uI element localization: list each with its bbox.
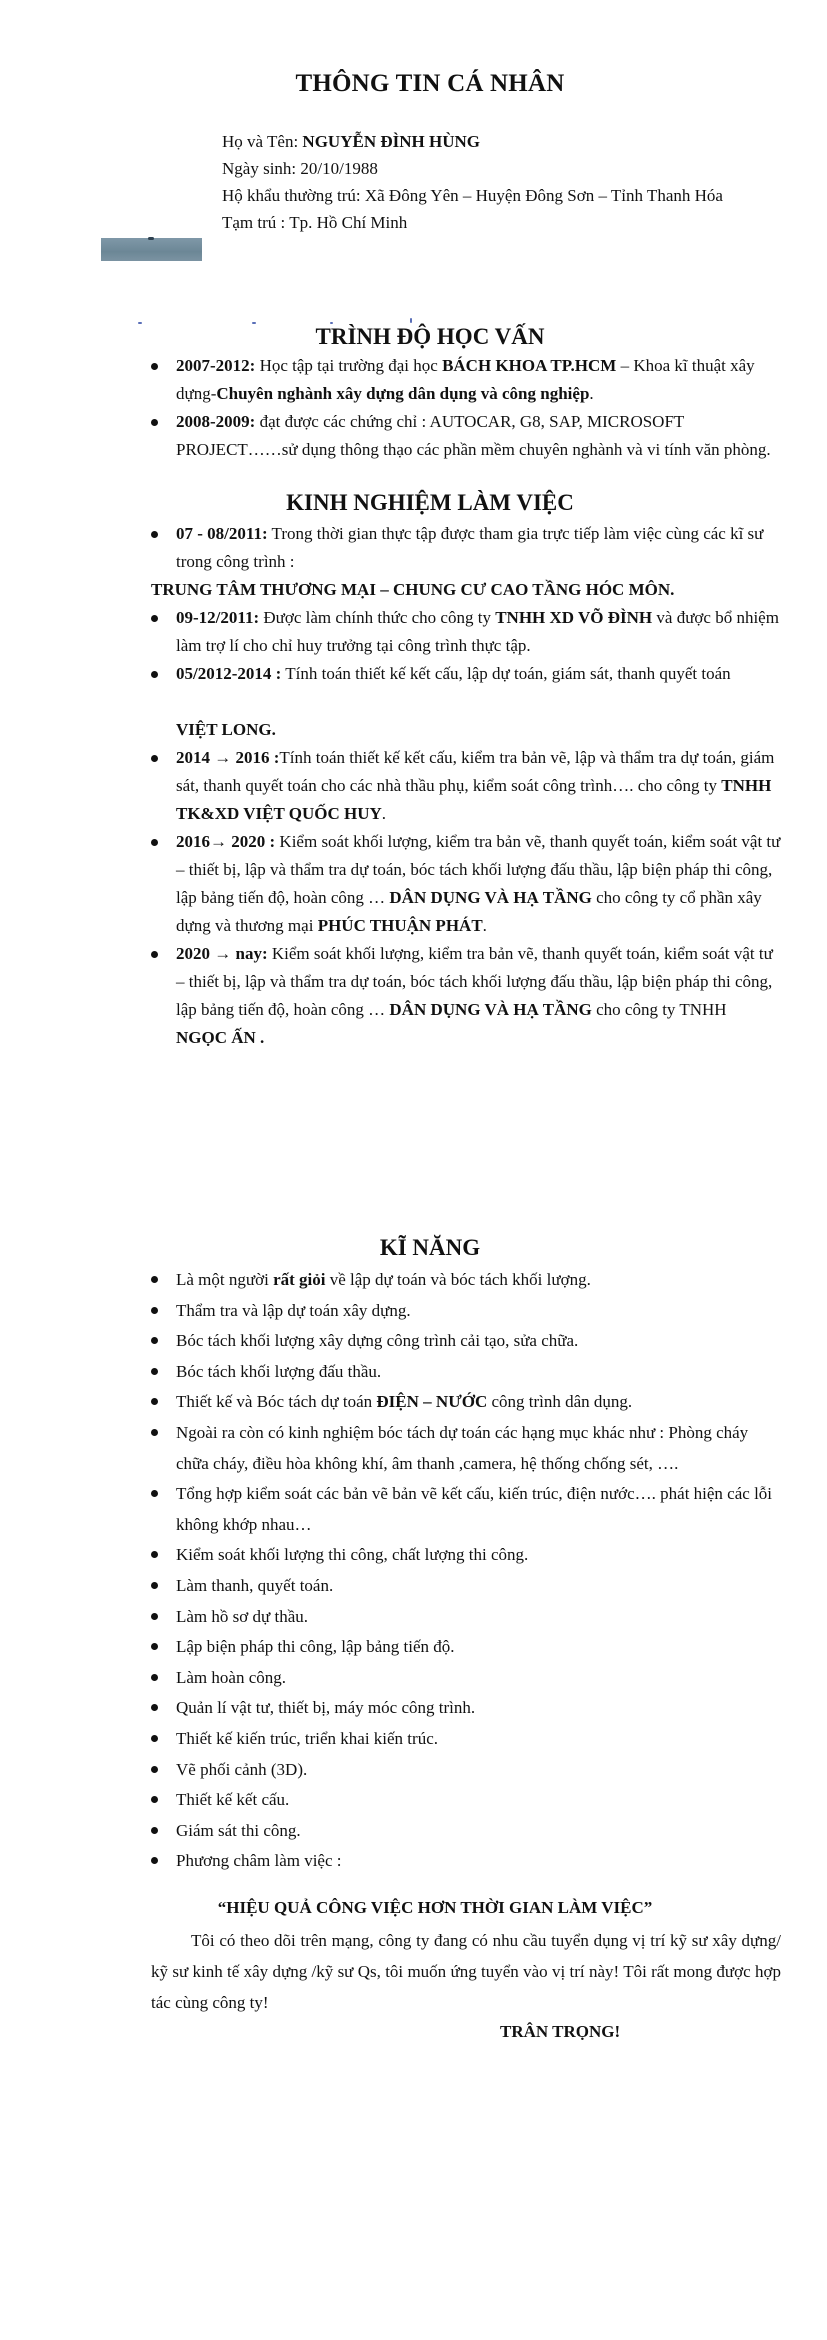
birth-line: Ngày sinh: 20/10/1988 [222, 159, 378, 178]
list-item: 05/2012-2014 : Tính toán thiết kế kết cấu, lập dự toán, giám sát, thanh quyết toán [151, 660, 791, 688]
project-name: TRUNG TÂM THƯƠNG MẠI – CHUNG CƯ CAO TẦNG HÓC MÔN. [151, 580, 675, 599]
closing-paragraph: Tôi có theo dõi trên mạng, công ty đang có nhu cầu tuyển dụng vị trí kỹ sư xây dựng/ kỹ sư kinh tế xây dựng /kỹ sư Qs, tôi muốn ứng tuyển vào vị trí này! Tôi rất mong được hợp tác cùng công ty! [151, 1931, 781, 2012]
experience-list-4 [151, 744, 781, 1052]
list-item: 09-12/2011: Được làm chính thức cho công ty TNHH XD VÕ ĐÌNH và được bổ nhiệm làm trợ lí cho chỉ huy trưởng tại công trình thực tập. [151, 604, 781, 660]
list-item: 2014 → 2016 :Tính toán thiết kế kết cấu, kiểm tra bản vẽ, lập và thẩm tra dự toán, giám sát, thanh quyết toán cho các nhà thầu phụ, kiểm soát công trình…. cho công ty TNHH TK&XD VIỆT QUỐC HUY. [151, 744, 781, 828]
list-item: Bóc tách khối lượng xây dựng công trình cải tạo, sửa chữa. [151, 1326, 781, 1357]
list-item: Lập biện pháp thi công, lập bảng tiến độ. [151, 1632, 781, 1663]
company-viet-long: VIỆT LONG. [176, 720, 276, 739]
list-item: Giám sát thi công. [151, 1816, 781, 1847]
personal-info [222, 128, 723, 236]
motto: “HIỆU QUẢ CÔNG VIỆC HƠN THỜI GIAN LÀM VIỆC” [217, 1898, 653, 1917]
list-item: Vẽ phối cảnh (3D). [151, 1755, 781, 1786]
experience-heading: KINH NGHIỆM LÀM VIỆC [286, 490, 574, 515]
list-item: Phương châm làm việc : [151, 1846, 781, 1877]
list-item: 07 - 08/2011: Trong thời gian thực tập được tham gia trực tiếp làm việc cùng các kĩ sư trong công trình : [151, 520, 781, 576]
list-item: Ngoài ra còn có kinh nghiệm bóc tách dự toán các hạng mục khác như : Phòng cháy chữa cháy, điều hòa không khí, âm thanh ,camera, hệ thống chống sét, …. [151, 1418, 781, 1479]
experience-list-2 [151, 604, 781, 660]
list-item: Thiết kế kiến trúc, triển khai kiến trúc. [151, 1724, 781, 1755]
list-item: Làm hồ sơ dự thầu. [151, 1602, 781, 1633]
skills-heading: KĨ NĂNG [379, 1235, 481, 1260]
page-title: THÔNG TIN CÁ NHÂN [295, 70, 565, 97]
list-item: Kiểm soát khối lượng thi công, chất lượng thi công. [151, 1540, 781, 1571]
scan-speck [410, 318, 412, 323]
experience-list-3 [151, 660, 791, 688]
education-heading: TRÌNH ĐỘ HỌC VẤN [315, 324, 545, 349]
list-item: Thiết kế và Bóc tách dự toán ĐIỆN – NƯỚC công trình dân dụng. [151, 1387, 781, 1418]
list-item: 2007-2012: Học tập tại trường đại học BÁCH KHOA TP.HCM – Khoa kĩ thuật xây dựng-Chuyên nghành xây dựng dân dụng và công nghiệp. [151, 352, 781, 408]
hometown-line: Hộ khẩu thường trú: Xã Đông Yên – Huyện Đông Sơn – Tỉnh Thanh Hóa [222, 186, 723, 205]
list-item: Làm thanh, quyết toán. [151, 1571, 781, 1602]
list-item: Bóc tách khối lượng đấu thầu. [151, 1357, 781, 1388]
list-item: Quản lí vật tư, thiết bị, máy móc công trình. [151, 1693, 781, 1724]
list-item: 2008-2009: đạt được các chứng chỉ : AUTOCAR, G8, SAP, MICROSOFT PROJECT……sử dụng thông thạo các phần mềm chuyên nghành và vi tính văn phòng. [151, 408, 781, 464]
profile-photo-fragment [101, 238, 202, 261]
list-item: Tổng hợp kiểm soát các bản vẽ bản vẽ kết cấu, kiến trúc, điện nước…. phát hiện các lỗi không khớp nhau… [151, 1479, 781, 1540]
list-item: Thẩm tra và lập dự toán xây dựng. [151, 1296, 781, 1327]
education-list [151, 352, 781, 464]
photo-mark [148, 237, 154, 240]
name-label: Họ và Tên: [222, 132, 303, 151]
sign-off: TRÂN TRỌNG! [500, 2022, 621, 2041]
experience-list-1 [151, 520, 781, 576]
full-name: NGUYỄN ĐÌNH HÙNG [302, 132, 480, 151]
list-item: 2020 → nay: Kiểm soát khối lượng, kiểm tra bản vẽ, thanh quyết toán, kiểm soát vật tư – thiết bị, lập và thẩm tra dự toán, bóc tách khối lượng đấu thầu, lập biện pháp thi công, lập bảng tiến độ, hoàn công … DÂN DỤNG VÀ HẠ TẦNG cho công ty TNHH NGỌC ẤN . [151, 940, 781, 1052]
name-line [222, 128, 723, 155]
skills-list [151, 1265, 781, 1877]
residence-line: Tạm trú : Tp. Hồ Chí Minh [222, 213, 408, 232]
list-item: Thiết kế kết cấu. [151, 1785, 781, 1816]
list-item: 2016→ 2020 : Kiểm soát khối lượng, kiểm tra bản vẽ, thanh quyết toán, kiểm soát vật tư – thiết bị, lập và thẩm tra dự toán, bóc tách khối lượng đấu thầu, lập biện pháp thi công, lập bảng tiến độ, hoàn công … DÂN DỤNG VÀ HẠ TẦNG cho công ty cổ phần xây dựng và thương mại PHÚC THUẬN PHÁT. [151, 828, 781, 940]
list-item: Làm hoàn công. [151, 1663, 781, 1694]
list-item: Là một người rất giỏi về lập dự toán và bóc tách khối lượng. [151, 1265, 781, 1296]
